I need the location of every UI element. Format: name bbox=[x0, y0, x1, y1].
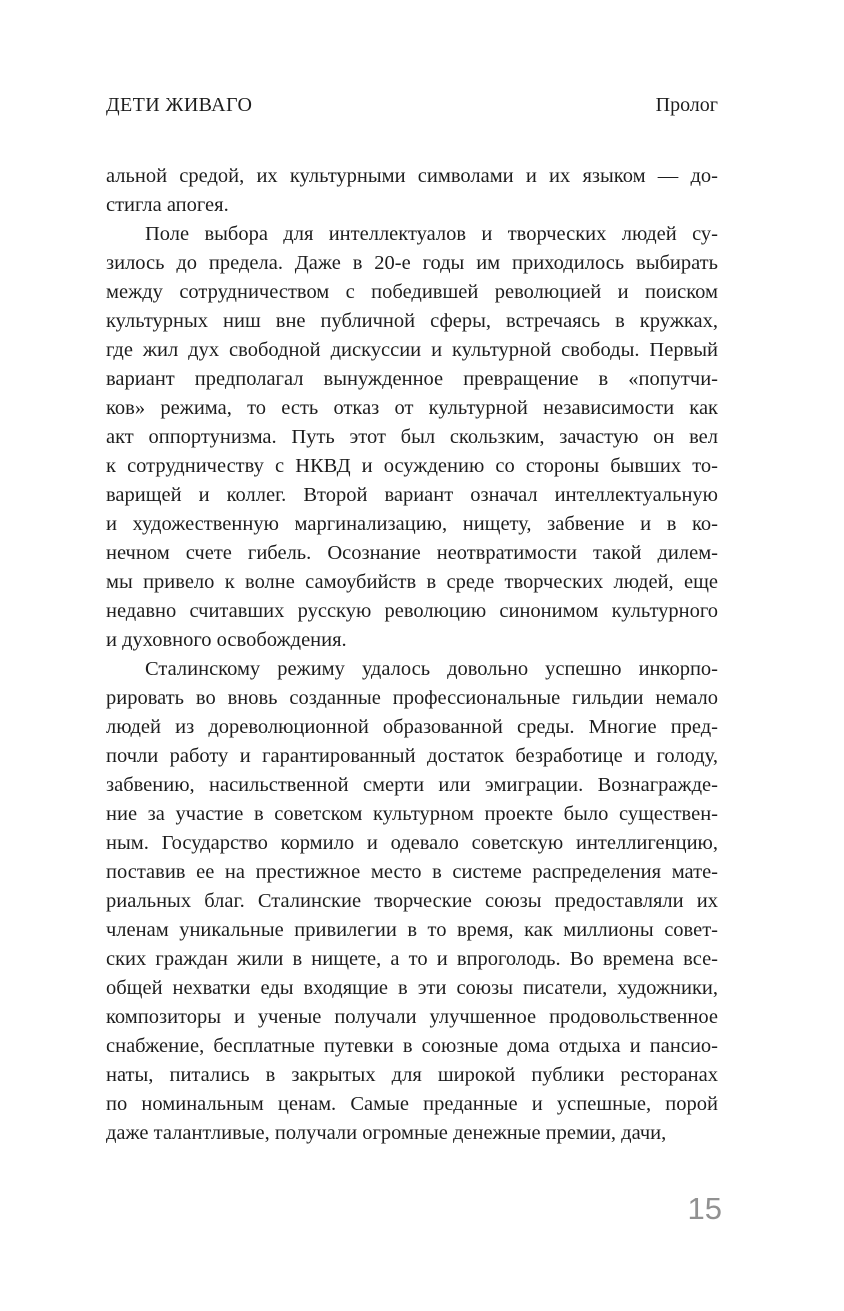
text-line: зилось до предела. Даже в 20-е годы им приходилось выбирать bbox=[106, 252, 718, 274]
text-line: общей нехватки еды входящие в эти союзы писатели, художники, bbox=[106, 977, 718, 999]
text-line: ских граждан жили в нищете, а то и впроголодь. Во времена все- bbox=[106, 948, 718, 970]
text-line: забвению, насильственной смерти или эмиграции. Вознагражде- bbox=[106, 774, 718, 796]
text-line: поставив ее на престижное место в системе распределения мате- bbox=[106, 861, 718, 883]
text-line: рировать во вновь созданные профессиональные гильдии немало bbox=[106, 687, 718, 709]
text-line: акт оппортунизма. Путь этот был скользким, зачастую он вел bbox=[106, 426, 718, 448]
text-line: недавно считавших русскую революцию синонимом культурного bbox=[106, 600, 718, 622]
text-line: снабжение, бесплатные путевки в союзные дома отдыха и пансио- bbox=[106, 1035, 718, 1057]
text-line: между сотрудничеством с победившей революцией и поиском bbox=[106, 281, 718, 303]
text-line: даже талантливые, получали огромные денежные премии, дачи, bbox=[106, 1122, 667, 1144]
page-body bbox=[106, 162, 718, 1148]
text-line: к сотрудничеству с НКВД и осуждению со стороны бывших то- bbox=[106, 455, 718, 477]
text-line: вариант предполагал вынужденное превращение в «попутчи- bbox=[106, 368, 718, 390]
text-line: мы привело к волне самоубийств в среде творческих людей, еще bbox=[106, 571, 718, 593]
text-line: Поле выбора для интеллектуалов и творческих людей су- bbox=[145, 223, 718, 245]
text-line: где жил дух свободной дискуссии и культурной свободы. Первый bbox=[106, 339, 718, 361]
page-number: 15 bbox=[687, 1191, 722, 1226]
chapter-title: Пролог bbox=[655, 94, 718, 116]
text-line: и духовного освобождения. bbox=[106, 629, 347, 651]
text-line: ние за участие в советском культурном проекте было существен- bbox=[106, 803, 718, 825]
text-line: культурных ниш вне публичной сферы, встречаясь в кружках, bbox=[106, 310, 718, 332]
text-line: варищей и коллег. Второй вариант означал интеллектуальную bbox=[106, 484, 718, 506]
text-line: риальных благ. Сталинские творческие союзы предоставляли их bbox=[106, 890, 718, 912]
running-header bbox=[106, 92, 718, 118]
text-line: почли работу и гарантированный достаток безработице и голоду, bbox=[106, 745, 718, 767]
book-title: ДЕТИ ЖИВАГО bbox=[106, 94, 253, 116]
text-line: членам уникальные привилегии в то время, как миллионы совет- bbox=[106, 919, 718, 941]
text-line: ков» режима, то есть отказ от культурной независимости как bbox=[106, 397, 718, 419]
text-line: ным. Государство кормило и одевало советскую интеллигенцию, bbox=[106, 832, 718, 854]
text-line: по номинальным ценам. Самые преданные и успешные, порой bbox=[106, 1093, 718, 1115]
text-line: стигла апогея. bbox=[106, 194, 229, 216]
text-line: людей из дореволюционной образованной среды. Многие пред- bbox=[106, 716, 718, 738]
text-line: композиторы и ученые получали улучшенное продовольственное bbox=[106, 1006, 718, 1028]
text-line: наты, питались в закрытых для широкой публики ресторанах bbox=[106, 1064, 718, 1086]
text-line: альной средой, их культурными символами и их языком — до- bbox=[106, 165, 718, 187]
text-line: Сталинскому режиму удалось довольно успешно инкорпо- bbox=[145, 658, 718, 680]
text-line: и художественную маргинализацию, нищету, забвение и в ко- bbox=[106, 513, 718, 535]
text-line: нечном счете гибель. Осознание неотвратимости такой дилем- bbox=[106, 542, 718, 564]
